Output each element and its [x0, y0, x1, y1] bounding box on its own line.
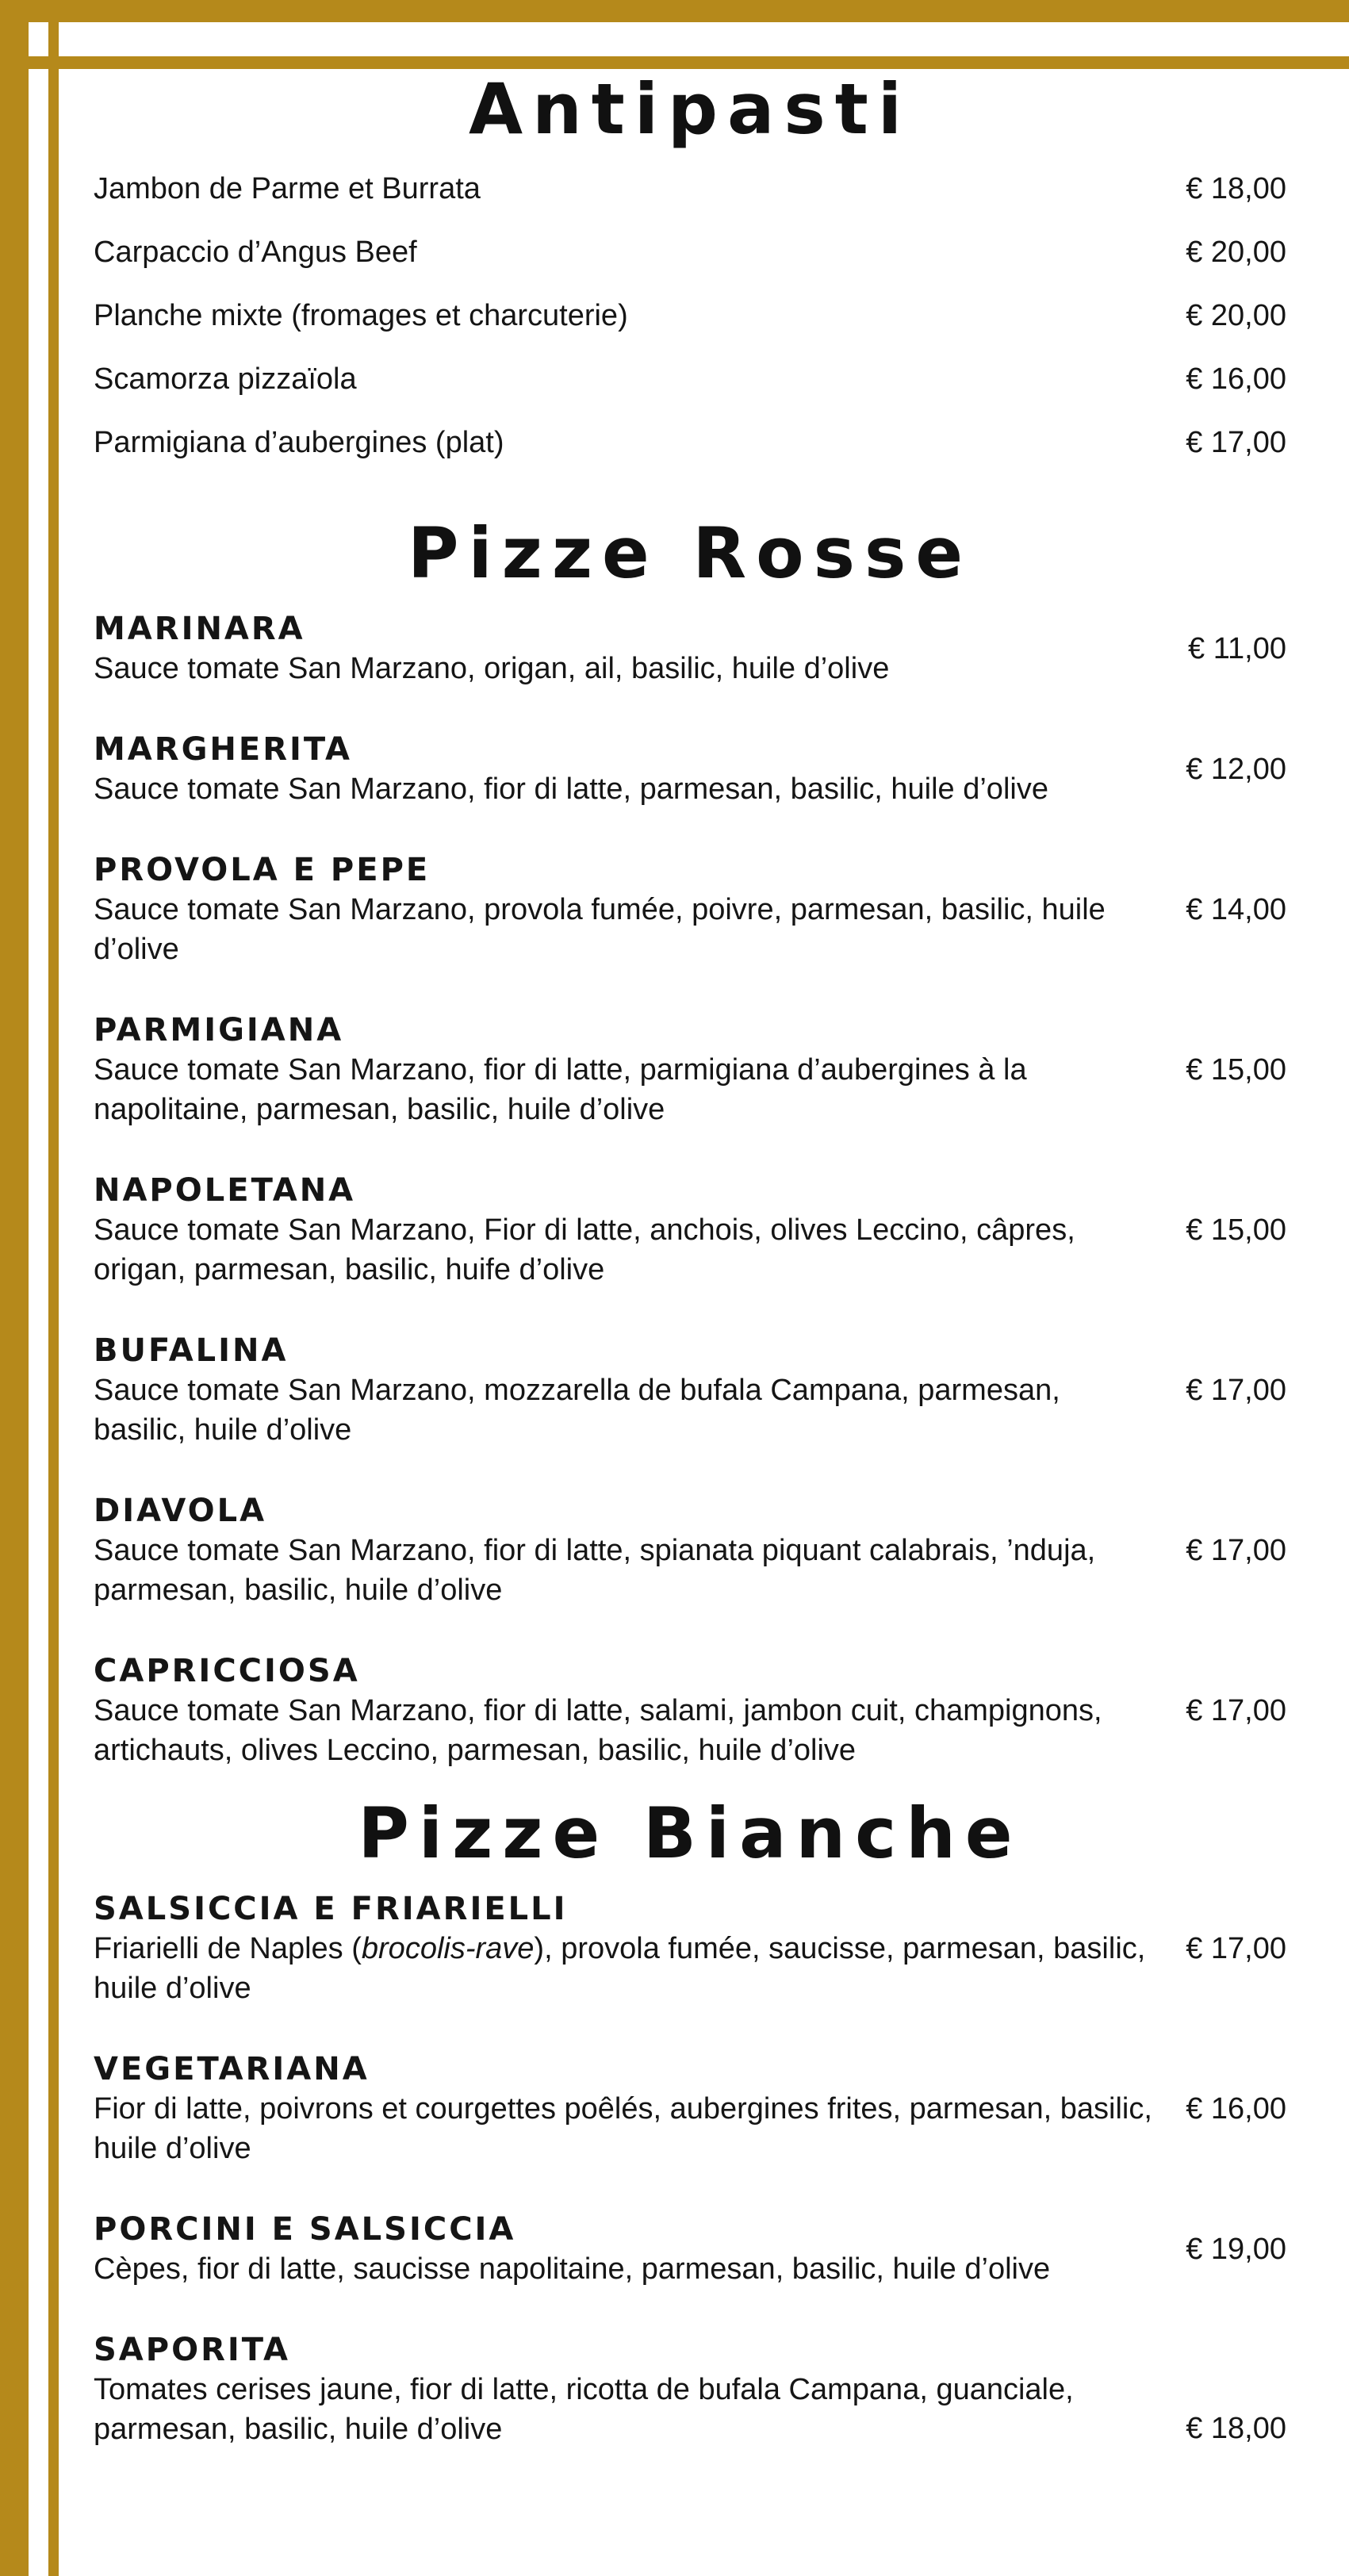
item-name: Jambon de Parme et Burrata: [94, 172, 481, 205]
section-title-pizze-bianche: Pizze Bianche: [358, 1792, 1022, 1874]
pizza-name: VEGETARIANA: [94, 2051, 370, 2087]
list-item: [94, 235, 1286, 298]
pizze-rosse-list: [94, 609, 1286, 1770]
top-border: [0, 0, 1349, 22]
item-price: € 16,00: [1186, 362, 1286, 396]
pizza-name: CAPRICCIOSA: [94, 1653, 360, 1689]
pizza-name: PORCINI E SALSICCIA: [94, 2211, 516, 2248]
item-price: € 20,00: [1186, 236, 1286, 269]
pizza-price: € 17,00: [1186, 1533, 1286, 1567]
pizza-description: Sauce tomate San Marzano, origan, ail, basilic, huile d’olive: [94, 652, 890, 685]
pizza-description: Sauce tomate San Marzano, provola fumée, poivre, parmesan, basilic, huile d’olive: [94, 893, 1106, 966]
pizza-description: Sauce tomate San Marzano, fior di latte, parmesan, basilic, huile d’olive: [94, 772, 1048, 806]
pizza-description: Cèpes, fior di latte, saucisse napolitaine, parmesan, basilic, huile d’olive: [94, 2252, 1051, 2286]
pizza-description: Sauce tomate San Marzano, fior di latte, salami, jambon cuit, champignons, artichauts, olives Leccino, parmesan, basilic, huile d’olive: [94, 1694, 1102, 1767]
pizza-description: Sauce tomate San Marzano, fior di latte, spianata piquant calabrais, ’nduja, parmesan, basilic, huile d’olive: [94, 1534, 1096, 1607]
pizza-price: € 17,00: [1186, 1373, 1286, 1407]
pizza-item: [94, 1010, 1286, 1129]
pizze-bianche-list: [94, 1889, 1286, 2449]
pizza-item: [94, 850, 1286, 969]
item-name: Scamorza pizzaïola: [94, 362, 357, 396]
pizza-price: € 14,00: [1186, 892, 1286, 926]
pizza-description: Sauce tomate San Marzano, mozzarella de bufala Campana, parmesan, basilic, huile d’olive: [94, 1374, 1060, 1447]
pizza-price: € 15,00: [1186, 1052, 1286, 1087]
list-item: [94, 362, 1286, 425]
section-title-antipasti: Antipasti: [469, 68, 911, 150]
pizza-item: [94, 730, 1286, 809]
item-price: € 18,00: [1186, 172, 1286, 205]
pizza-price: € 16,00: [1186, 2091, 1286, 2126]
list-item: [94, 298, 1286, 362]
item-name: Carpaccio d’Angus Beef: [94, 236, 417, 269]
pizza-price: € 19,00: [1186, 2232, 1286, 2266]
pizza-item: [94, 1331, 1286, 1450]
pizza-item: [94, 1651, 1286, 1770]
left-border: [0, 0, 29, 2576]
menu-content: [94, 67, 1286, 2449]
pizza-item: [94, 1171, 1286, 1290]
description-part: ), provola fumée, saucisse, parmesan, basilic, huile d’olive: [94, 1932, 1146, 2005]
pizza-description: Fior di latte, poivrons et courgettes poêlés, aubergines frites, parmesan, basilic, huile d’olive: [94, 2092, 1152, 2165]
pizza-description: Sauce tomate San Marzano, Fior di latte, anchois, olives Leccino, câpres, origan, parmesan, basilic, huife d’olive: [94, 1213, 1075, 1286]
pizza-name: SAPORITA: [94, 2332, 290, 2368]
pizza-name: DIAVOLA: [94, 1493, 267, 1529]
pizza-price: € 12,00: [1186, 752, 1286, 786]
section-title-pizze-rosse: Pizze Rosse: [407, 512, 973, 594]
pizza-price: € 15,00: [1186, 1213, 1286, 1247]
pizza-description: Sauce tomate San Marzano, fior di latte, parmigiana d’aubergines à la napolitaine, parmesan, basilic, huile d’olive: [94, 1053, 1027, 1126]
pizza-item: [94, 609, 1286, 688]
list-item: [94, 425, 1286, 489]
pizza-description: Tomates cerises jaune, fior di latte, ricotta de bufala Campana, guanciale, parmesan, basilic, huile d’olive: [94, 2373, 1074, 2446]
description-part: Friarielli de Naples (: [94, 1932, 362, 1965]
pizza-item: [94, 2210, 1286, 2289]
pizza-name: PARMIGIANA: [94, 1012, 344, 1048]
pizza-item: [94, 2049, 1286, 2168]
list-item: [94, 171, 1286, 235]
pizza-price: € 17,00: [1186, 1693, 1286, 1727]
pizza-name: SALSICCIA E FRIARIELLI: [94, 1891, 568, 1927]
pizza-item: [94, 1491, 1286, 1610]
pizza-name: MARGHERITA: [94, 731, 353, 768]
item-price: € 20,00: [1186, 299, 1286, 332]
pizza-name: MARINARA: [94, 611, 305, 647]
pizza-price: € 17,00: [1186, 1931, 1286, 1965]
item-name: Planche mixte (fromages et charcuterie): [94, 299, 628, 332]
pizza-name: BUFALINA: [94, 1332, 289, 1369]
antipasti-list: [94, 171, 1286, 489]
pizza-name: NAPOLETANA: [94, 1172, 356, 1209]
pizza-price: € 11,00: [1188, 631, 1286, 665]
pizza-item: [94, 1889, 1286, 2008]
pizza-name: PROVOLA E PEPE: [94, 852, 431, 888]
inner-left-border: [48, 22, 59, 2576]
item-price: € 17,00: [1186, 426, 1286, 459]
pizza-description: [94, 1929, 1156, 2008]
pizza-price: € 18,00: [1186, 2412, 1286, 2445]
pizza-item: [94, 2330, 1286, 2449]
description-italic-part: brocolis-rave: [361, 1932, 535, 1965]
item-name: Parmigiana d’aubergines (plat): [94, 426, 504, 459]
